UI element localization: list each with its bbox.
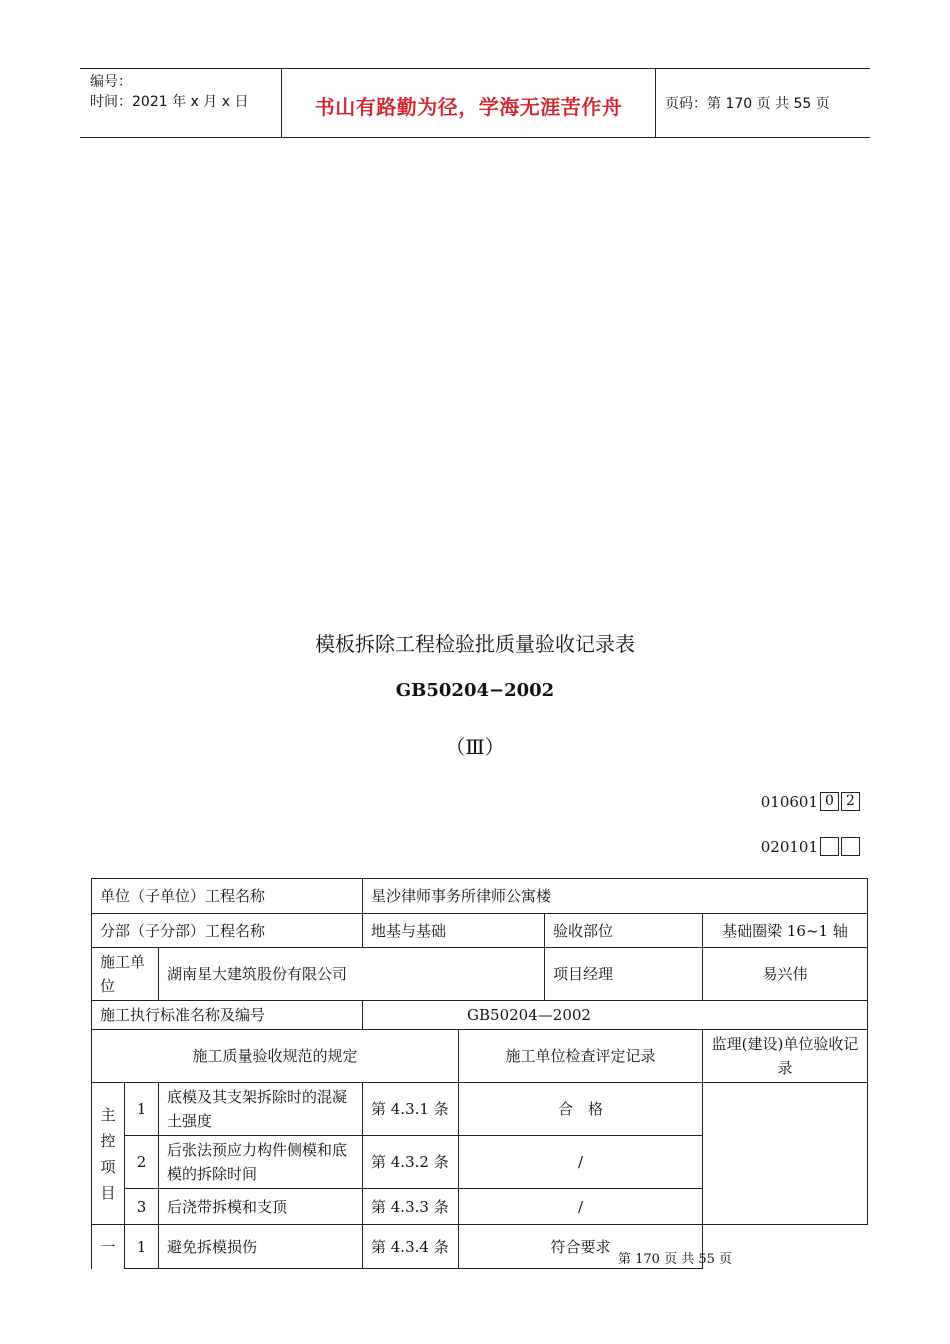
table-row (92, 1225, 868, 1269)
code-box[interactable] (820, 837, 839, 856)
item-description: 避免拆模损伤 (159, 1225, 363, 1269)
code-prefix: 010601 (760, 792, 818, 811)
code-box[interactable]: 2 (841, 792, 860, 811)
item-clause: 第 4.3.4 条 (363, 1225, 459, 1269)
code-box[interactable]: 0 (820, 792, 839, 811)
item-result: / (459, 1189, 703, 1225)
table-row (92, 948, 868, 1001)
table-row (92, 1030, 868, 1083)
standard-value: GB50204—2002 (363, 1001, 868, 1030)
unit-project-value: 星沙律师事务所律师公寓楼 (363, 879, 868, 914)
header-meta-cell (80, 69, 281, 137)
part-number: （Ⅲ） (445, 735, 505, 759)
general-group-label: 一 (92, 1225, 125, 1269)
manager-value: 易兴伟 (703, 948, 868, 1001)
item-number: 3 (125, 1189, 159, 1225)
sub-project-value: 地基与基础 (363, 914, 545, 948)
page-code: 页码：第 170 页 共 55 页 (665, 96, 830, 112)
document-header (80, 68, 870, 138)
item-number: 1 (125, 1083, 159, 1136)
item-clause: 第 4.3.2 条 (363, 1136, 459, 1189)
page-footer: 第 170 页 共 55 页 (618, 1252, 733, 1267)
time-label: 时间：2021 年 x 月 x 日 (90, 94, 249, 110)
item-description: 后张法预应力构件侧模和底模的拆除时间 (159, 1136, 363, 1189)
contractor-value: 湖南星大建筑股份有限公司 (159, 948, 545, 1001)
supervisor-record-main (703, 1083, 868, 1225)
sub-project-label: 分部（子分部）工程名称 (92, 914, 363, 948)
manager-label: 项目经理 (545, 948, 703, 1001)
unit-project-label: 单位（子单位）工程名称 (92, 879, 363, 914)
item-result: 合 格 (459, 1083, 703, 1136)
code-prefix: 020101 (760, 837, 818, 856)
inspection-table (91, 878, 868, 1269)
number-label: 编号： (90, 74, 132, 90)
item-clause: 第 4.3.3 条 (363, 1189, 459, 1225)
table-row (92, 879, 868, 914)
item-number: 2 (125, 1136, 159, 1189)
standard-label: 施工执行标准名称及编号 (92, 1001, 363, 1030)
accept-part-value: 基础圈梁 16~1 轴 (703, 914, 868, 948)
code-box[interactable] (841, 837, 860, 856)
item-result: 符合要求 (459, 1225, 703, 1269)
head-contractor: 施工单位检查评定记录 (459, 1030, 703, 1083)
document-title: 模板拆除工程检验批质量验收记录表 (315, 632, 635, 656)
item-result: / (459, 1136, 703, 1189)
head-supervisor: 监理(建设)单位验收记录 (703, 1030, 868, 1083)
table-row (92, 914, 868, 948)
accept-part-label: 验收部位 (545, 914, 703, 948)
contractor-label: 施工单位 (92, 948, 159, 1001)
item-description: 底模及其支架拆除时的混凝土强度 (159, 1083, 363, 1136)
item-number: 1 (125, 1225, 159, 1269)
table-row (92, 1001, 868, 1030)
motto-text: 书山有路勤为径，学海无涯苦作舟 (314, 95, 623, 119)
main-group-label: 主 控 项 目 (92, 1083, 125, 1225)
record-code-1 (761, 792, 860, 811)
record-code-2 (761, 837, 860, 856)
header-motto-cell (281, 69, 656, 137)
standard-code: GB50204−2002 (395, 680, 555, 701)
header-page-cell (655, 69, 870, 137)
item-description: 后浇带拆模和支顶 (159, 1189, 363, 1225)
table-row (92, 1083, 868, 1136)
item-clause: 第 4.3.1 条 (363, 1083, 459, 1136)
head-spec: 施工质量验收规范的规定 (92, 1030, 459, 1083)
